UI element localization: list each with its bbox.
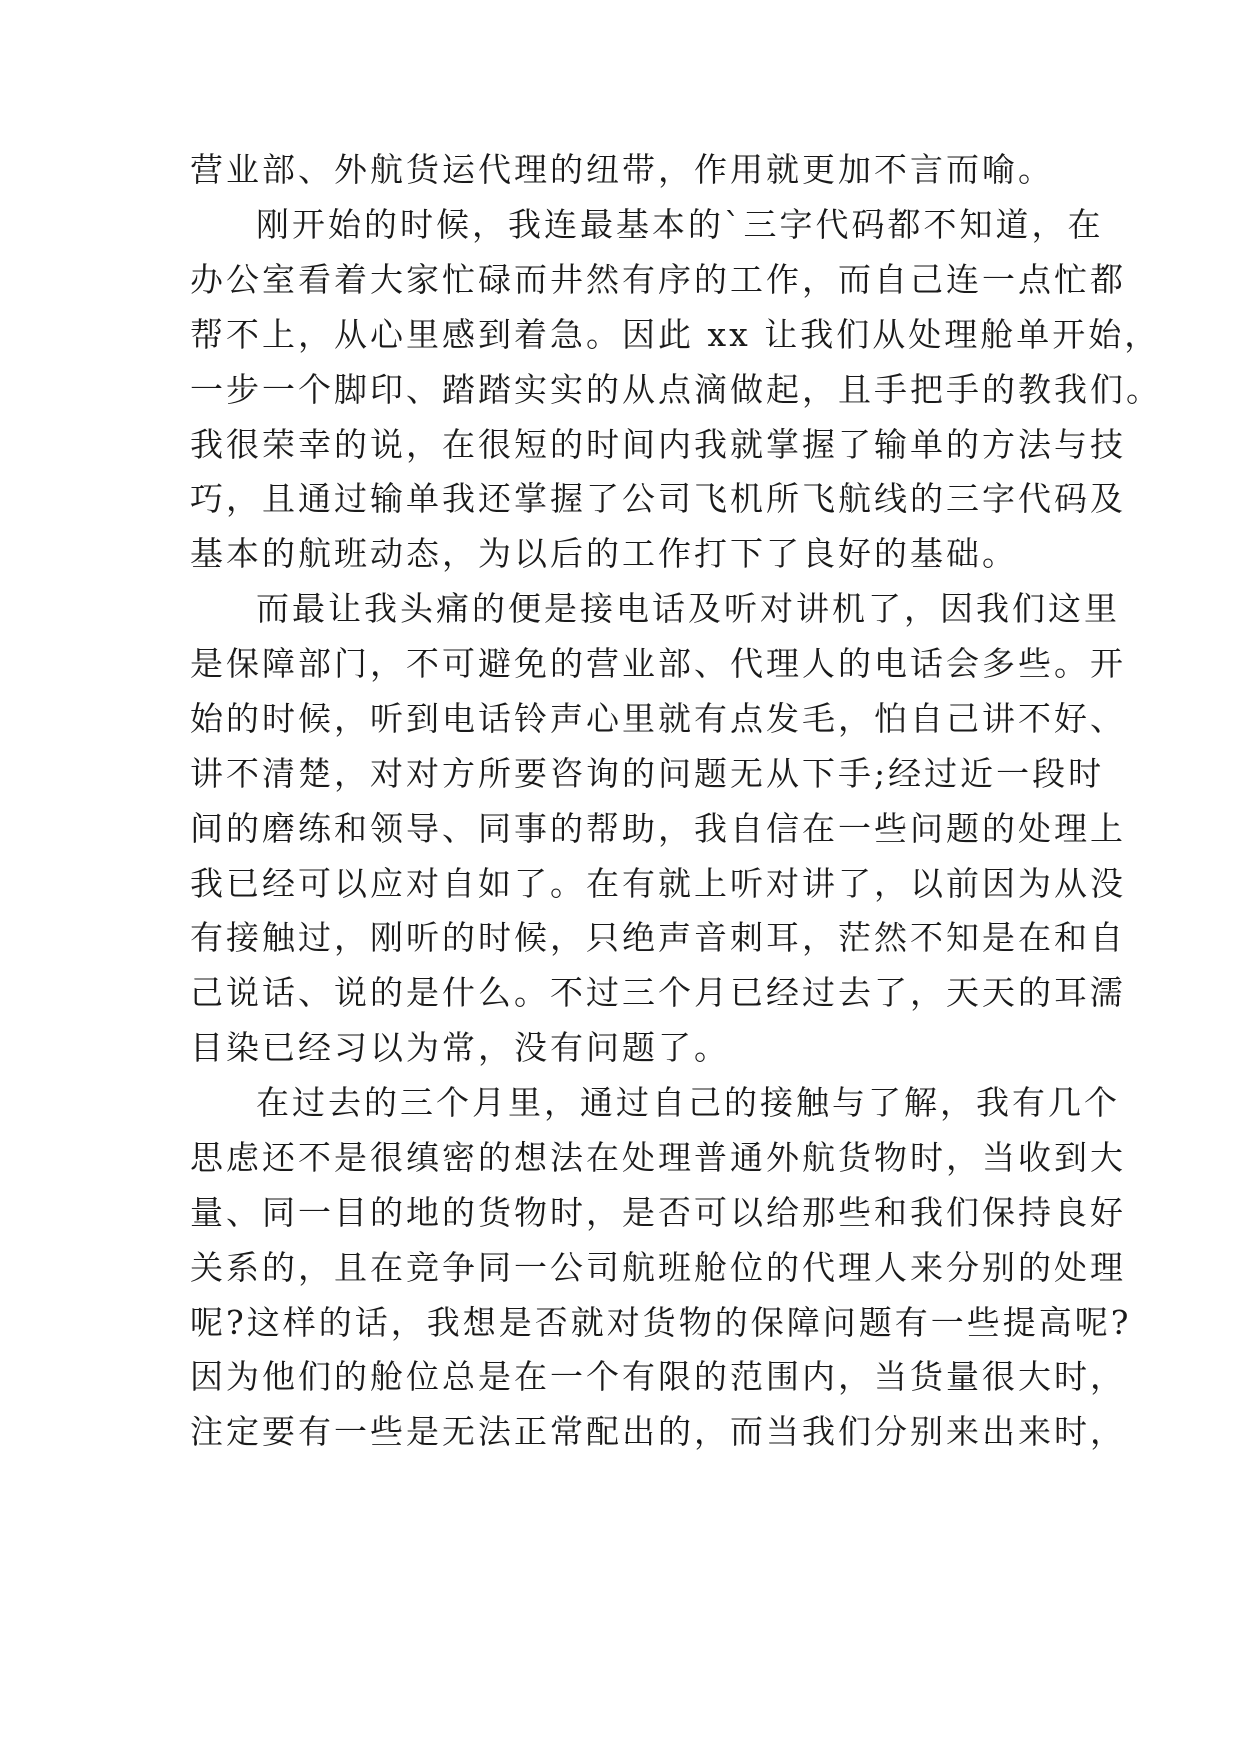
text-line: 目染已经习以为常，没有问题了。 — [190, 1028, 730, 1067]
text-line: 始的时候，听到电话铃声心里就有点发毛，怕自己讲不好、 — [190, 699, 1126, 738]
text-line: 巧，且通过输单我还掌握了公司飞机所飞航线的三字代码及 — [190, 479, 1126, 518]
text-line: 量、同一目的地的货物时，是否可以给那些和我们保持良好 — [190, 1193, 1126, 1232]
paragraph-start-line: 在过去的三个月里，通过自己的接触与了解，我有几个 — [256, 1083, 1120, 1122]
text-line: 有接触过，刚听的时候，只绝声音刺耳，茫然不知是在和自 — [190, 918, 1126, 957]
text-line: 是保障部门，不可避免的营业部、代理人的电话会多些。开 — [190, 644, 1126, 683]
text-line: 关系的，且在竞争同一公司航班舱位的代理人来分别的处理 — [190, 1248, 1126, 1287]
text-line: 帮不上，从心里感到着急。因此 xx 让我们从处理舱单开始， — [190, 315, 1161, 354]
text-line: 思虑还不是很缜密的想法在处理普通外航货物时，当收到大 — [190, 1138, 1126, 1177]
text-line: 一步一个脚印、踏踏实实的从点滴做起，且手把手的教我们。 — [190, 370, 1162, 409]
paragraph-start-line: 而最让我头痛的便是接电话及听对讲机了，因我们这里 — [256, 589, 1120, 628]
paragraph-start-line: 刚开始的时候，我连最基本的`三字代码都不知道，在 — [256, 205, 1104, 244]
text-line: 我很荣幸的说，在很短的时间内我就掌握了输单的方法与技 — [190, 425, 1126, 464]
text-line: 基本的航班动态，为以后的工作打下了良好的基础。 — [190, 534, 1018, 573]
text-line: 讲不清楚，对对方所要咨询的问题无从下手;经过近一段时 — [190, 754, 1105, 793]
text-line: 己说话、说的是什么。不过三个月已经过去了，天天的耳濡 — [190, 973, 1126, 1012]
text-line: 呢?这样的话，我想是否就对货物的保障问题有一些提高呢? — [190, 1303, 1132, 1342]
text-line: 营业部、外航货运代理的纽带，作用就更加不言而喻。 — [190, 150, 1054, 189]
text-line: 间的磨练和领导、同事的帮助，我自信在一些问题的处理上 — [190, 809, 1126, 848]
text-line: 办公室看着大家忙碌而井然有序的工作，而自己连一点忙都 — [190, 260, 1126, 299]
text-line: 因为他们的舱位总是在一个有限的范围内，当货量很大时， — [190, 1357, 1126, 1396]
text-line: 注定要有一些是无法正常配出的，而当我们分别来出来时， — [190, 1412, 1126, 1451]
text-line: 我已经可以应对自如了。在有就上听对讲了，以前因为从没 — [190, 864, 1126, 903]
